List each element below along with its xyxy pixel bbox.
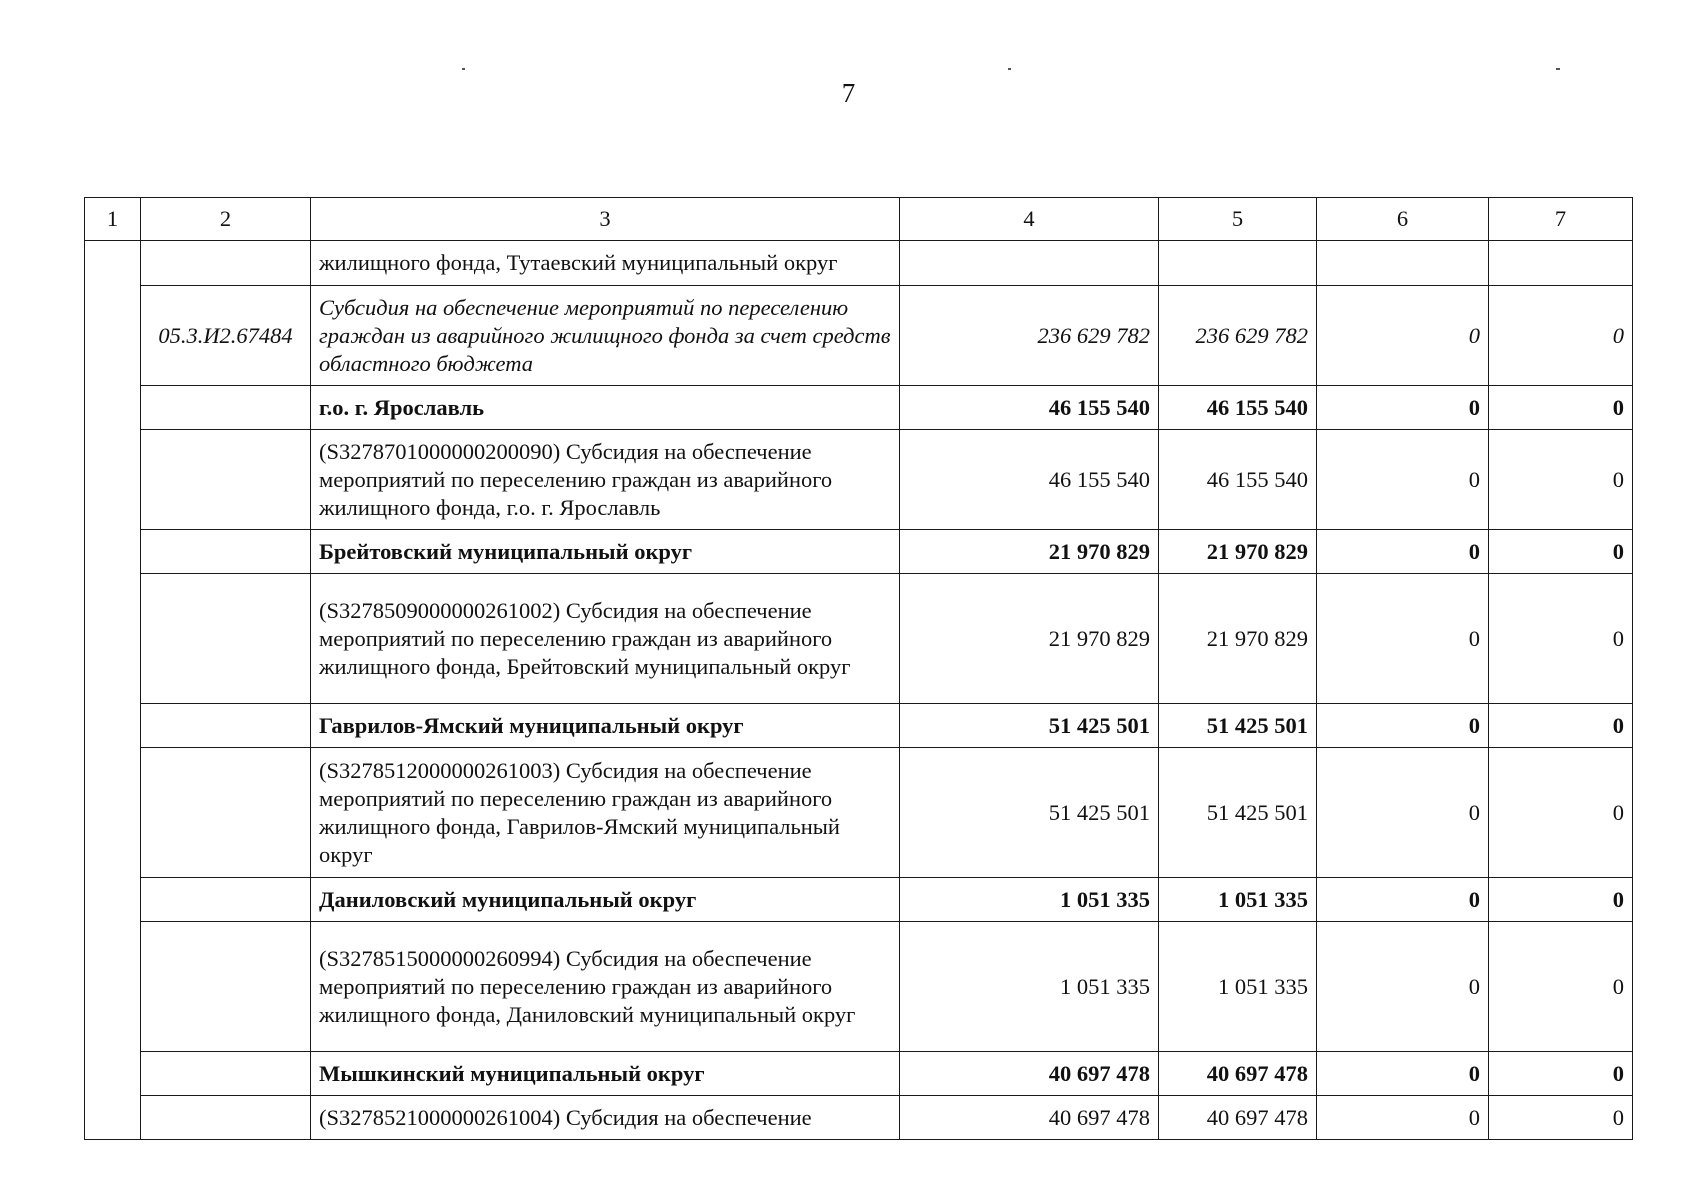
row-value-7: 0	[1489, 386, 1633, 430]
table-header-row	[85, 198, 1633, 241]
row-value-5	[1159, 241, 1317, 286]
table-row	[85, 530, 1633, 574]
row-description: (S3278509000000261002) Субсидия на обеспечение мероприятий по переселению граждан из аварийного жилищного фонда, Брейтовский муниципальный округ	[311, 574, 900, 704]
row-description: Субсидия на обеспечение мероприятий по переселению граждан из аварийного жилищного фонда за счет средств областного бюджета	[311, 286, 900, 386]
row-value-4: 236 629 782	[900, 286, 1159, 386]
table-row	[85, 1052, 1633, 1096]
row-value-6: 0	[1317, 704, 1489, 748]
row-code	[141, 530, 311, 574]
column-header: 4	[900, 198, 1159, 241]
column-header: 5	[1159, 198, 1317, 241]
row-code	[141, 386, 311, 430]
row-value-6: 0	[1317, 1052, 1489, 1096]
row-value-5: 1 051 335	[1159, 878, 1317, 922]
row-value-7: 0	[1489, 878, 1633, 922]
row-value-5: 21 970 829	[1159, 574, 1317, 704]
row-value-7: 0	[1489, 286, 1633, 386]
table-row	[85, 430, 1633, 530]
row-value-4: 51 425 501	[900, 704, 1159, 748]
row-code	[141, 1052, 311, 1096]
row-code	[141, 241, 311, 286]
scan-speck	[1008, 68, 1011, 70]
row-description: жилищного фонда, Тутаевский муниципальный округ	[311, 241, 900, 286]
scan-speck	[462, 68, 465, 70]
row-value-5: 46 155 540	[1159, 386, 1317, 430]
row-value-6: 0	[1317, 386, 1489, 430]
row-value-4	[900, 241, 1159, 286]
row-code	[141, 748, 311, 878]
row-value-4: 40 697 478	[900, 1096, 1159, 1140]
table-row	[85, 748, 1633, 878]
row-value-4: 46 155 540	[900, 430, 1159, 530]
row-value-6: 0	[1317, 430, 1489, 530]
row-description: Гаврилов-Ямский муниципальный округ	[311, 704, 900, 748]
table-row	[85, 922, 1633, 1052]
row-code	[141, 922, 311, 1052]
row-value-5: 46 155 540	[1159, 430, 1317, 530]
row-value-5: 51 425 501	[1159, 704, 1317, 748]
row-value-6: 0	[1317, 530, 1489, 574]
scan-speck	[1556, 68, 1560, 70]
row-description: (S3278701000000200090) Субсидия на обеспечение мероприятий по переселению граждан из аварийного жилищного фонда, г.о. г. Ярославль	[311, 430, 900, 530]
row-description: (S3278515000000260994) Субсидия на обеспечение мероприятий по переселению граждан из аварийного жилищного фонда, Даниловский муниципальный округ	[311, 922, 900, 1052]
row-description: (S3278512000000261003) Субсидия на обеспечение мероприятий по переселению граждан из аварийного жилищного фонда, Гаврилов-Ямский муниципальный округ	[311, 748, 900, 878]
row-value-5: 40 697 478	[1159, 1052, 1317, 1096]
row-value-7: 0	[1489, 922, 1633, 1052]
row-code	[141, 574, 311, 704]
column-header: 6	[1317, 198, 1489, 241]
row-value-4: 1 051 335	[900, 922, 1159, 1052]
row-value-6: 0	[1317, 748, 1489, 878]
row-value-4: 51 425 501	[900, 748, 1159, 878]
row-value-6: 0	[1317, 1096, 1489, 1140]
row-value-4: 21 970 829	[900, 530, 1159, 574]
table-row	[85, 704, 1633, 748]
row-code	[141, 704, 311, 748]
row-description: (S3278521000000261004) Субсидия на обеспечение	[311, 1096, 900, 1140]
row-value-5: 236 629 782	[1159, 286, 1317, 386]
column-header: 7	[1489, 198, 1633, 241]
row-value-4: 1 051 335	[900, 878, 1159, 922]
row-value-7: 0	[1489, 430, 1633, 530]
row-value-4: 21 970 829	[900, 574, 1159, 704]
table-row	[85, 878, 1633, 922]
row-value-6: 0	[1317, 574, 1489, 704]
row-code	[141, 430, 311, 530]
row-description: Даниловский муниципальный округ	[311, 878, 900, 922]
page-number: 7	[841, 78, 856, 108]
row-value-7: 0	[1489, 1052, 1633, 1096]
row-value-4: 40 697 478	[900, 1052, 1159, 1096]
row-value-6: 0	[1317, 922, 1489, 1052]
row-value-7: 0	[1489, 704, 1633, 748]
column-header: 3	[311, 198, 900, 241]
row-value-7: 0	[1489, 574, 1633, 704]
row-value-4: 46 155 540	[900, 386, 1159, 430]
row-value-7: 0	[1489, 1096, 1633, 1140]
row-value-7: 0	[1489, 748, 1633, 878]
row-description: Мышкинский муниципальный округ	[311, 1052, 900, 1096]
row-value-5: 40 697 478	[1159, 1096, 1317, 1140]
row-value-5: 51 425 501	[1159, 748, 1317, 878]
budget-table	[84, 197, 1633, 1140]
table-row	[85, 286, 1633, 386]
table-row	[85, 241, 1633, 286]
row-value-7: 0	[1489, 530, 1633, 574]
row-value-6: 0	[1317, 878, 1489, 922]
row-code	[141, 878, 311, 922]
table-row	[85, 1096, 1633, 1140]
row-code: 05.3.И2.67484	[141, 286, 311, 386]
row-code	[141, 1096, 311, 1140]
row-value-5: 1 051 335	[1159, 922, 1317, 1052]
column-header: 2	[141, 198, 311, 241]
row-value-6: 0	[1317, 286, 1489, 386]
row-value-5: 21 970 829	[1159, 530, 1317, 574]
row-value-7	[1489, 241, 1633, 286]
column-header: 1	[85, 198, 141, 241]
table-row	[85, 574, 1633, 704]
empty-cell	[85, 241, 141, 1140]
row-description: Брейтовский муниципальный округ	[311, 530, 900, 574]
row-description: г.о. г. Ярославль	[311, 386, 900, 430]
table-row	[85, 386, 1633, 430]
row-value-6	[1317, 241, 1489, 286]
